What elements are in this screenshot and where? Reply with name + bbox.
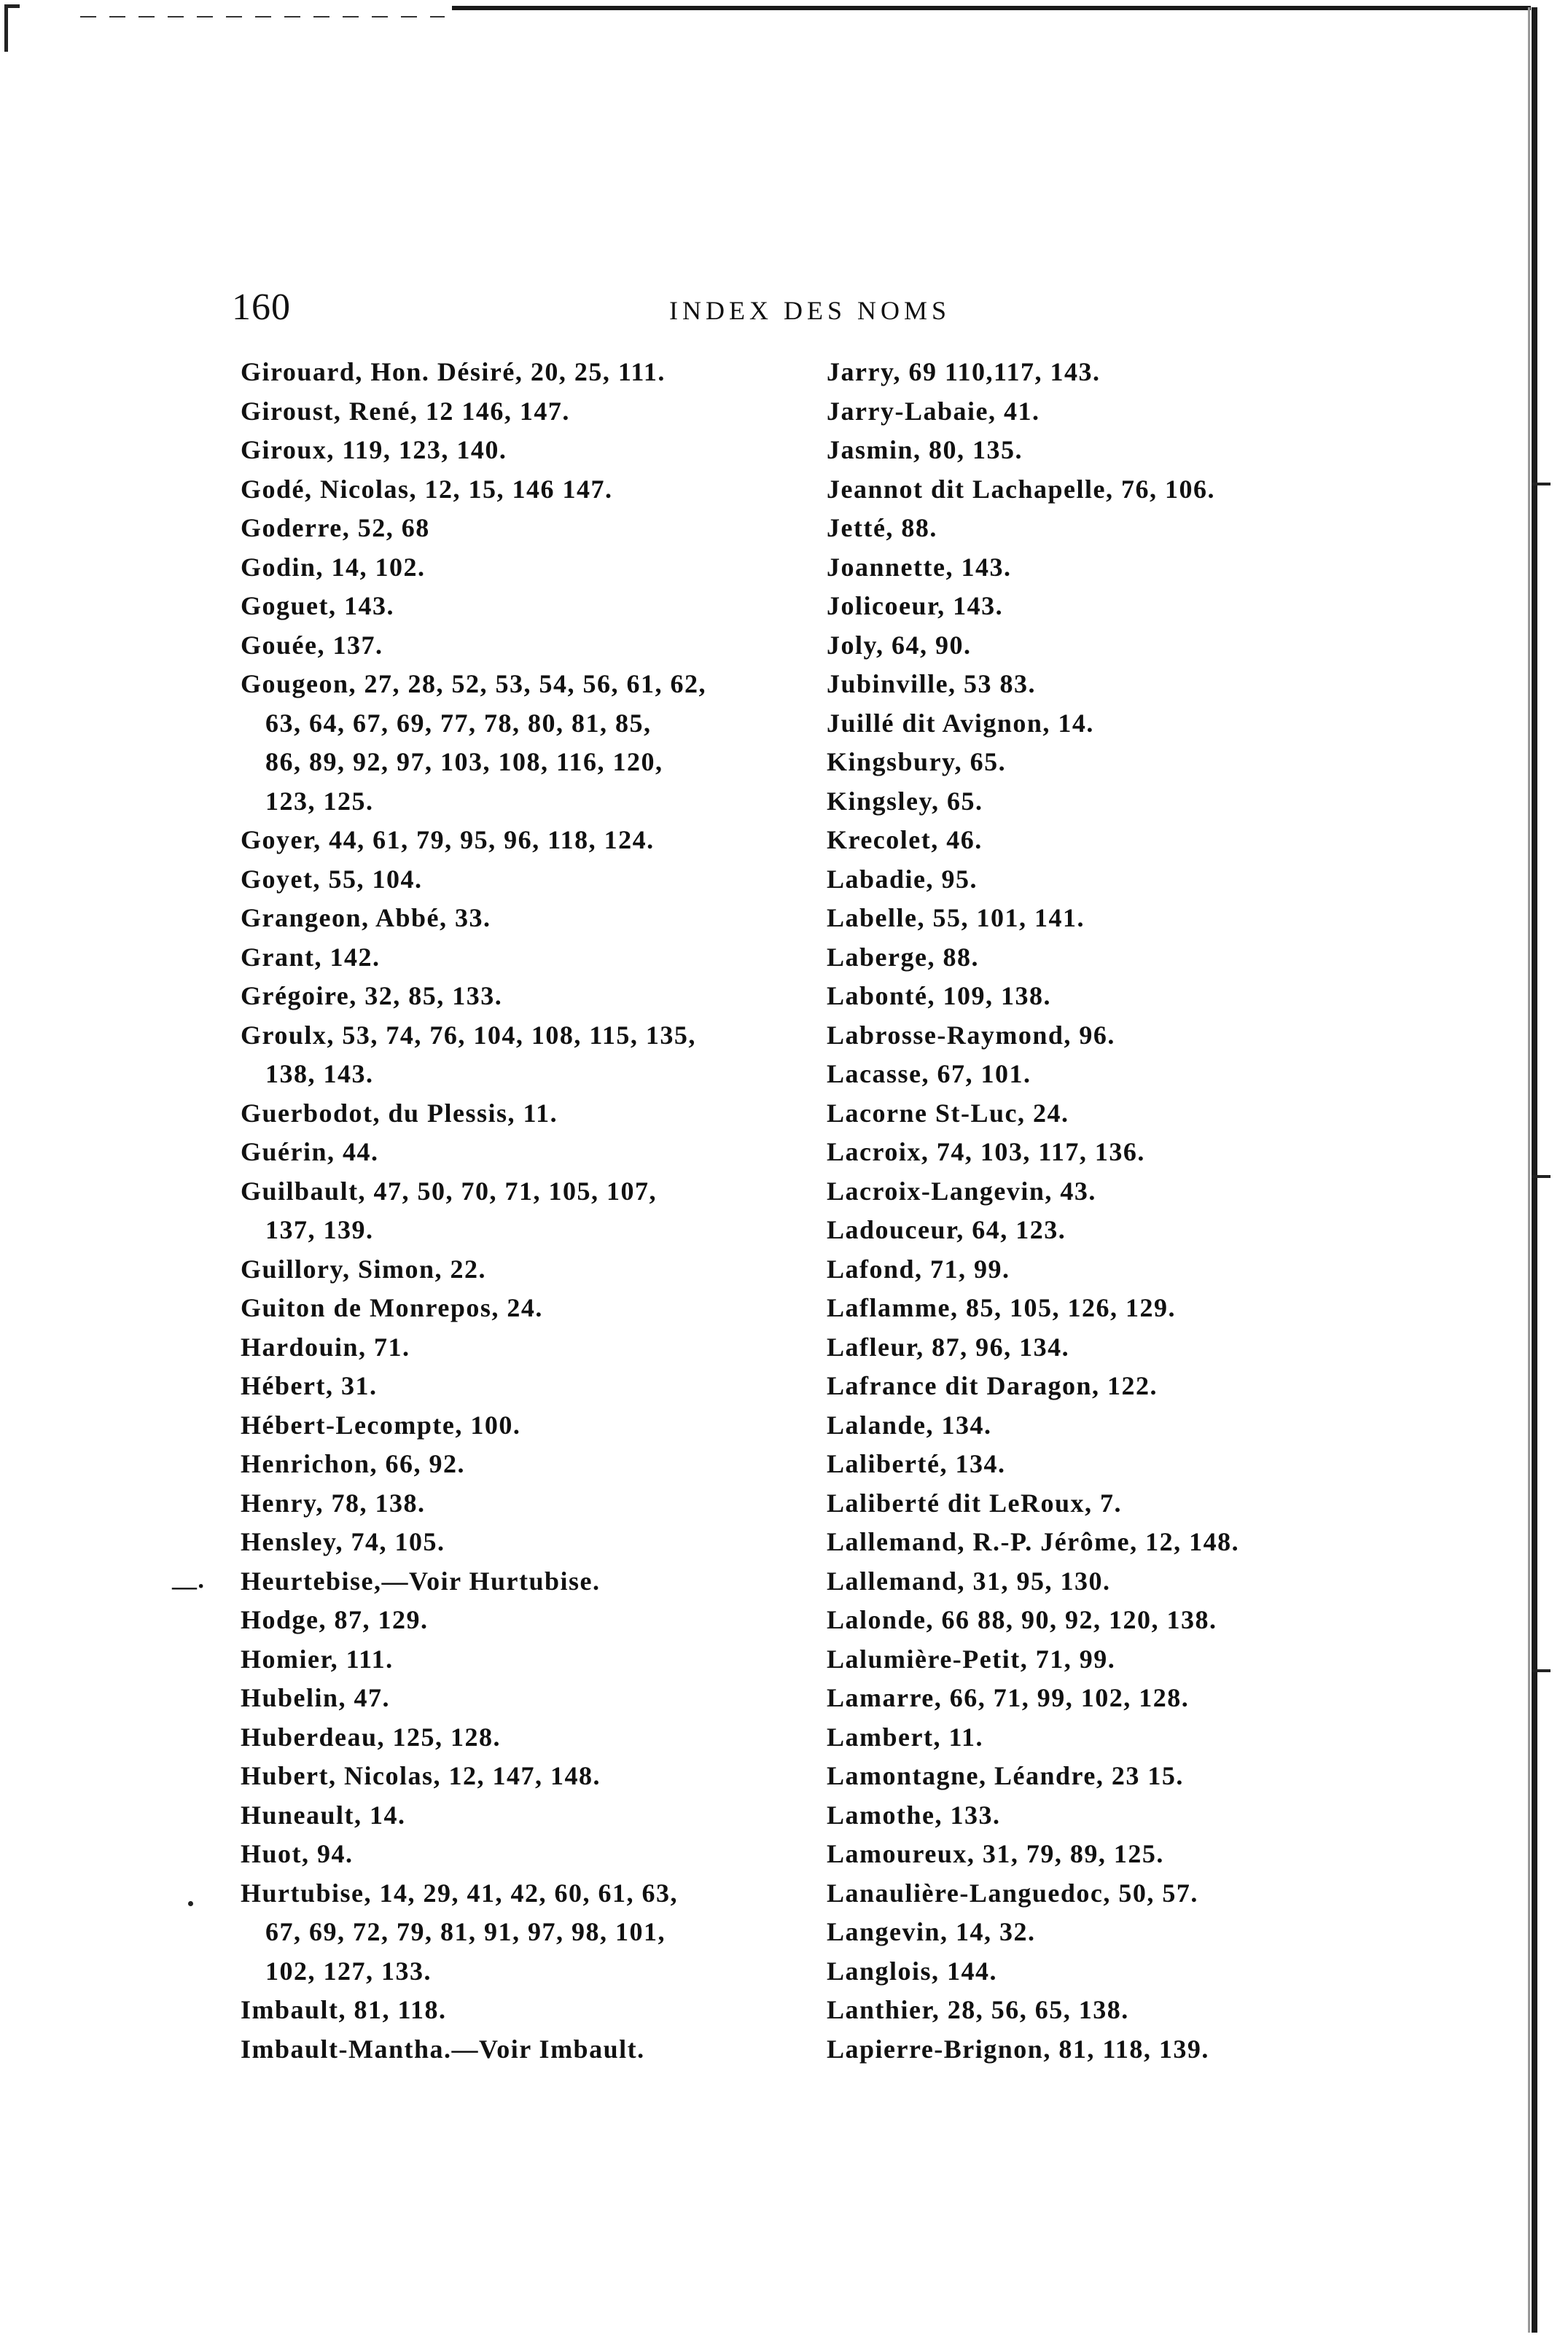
index-entry [241, 860, 816, 900]
index-entry [241, 1523, 816, 1562]
index-entry-continuation: 102, 127, 133. [265, 1956, 432, 1986]
index-entry [827, 782, 1381, 822]
index-entry-text: Joannette, 143. [827, 552, 1012, 582]
index-entry [827, 938, 1381, 978]
index-entry-text: Imbault, 81, 118. [241, 1995, 447, 2024]
index-entry-continuation: 86, 89, 92, 97, 103, 108, 116, 120, [265, 747, 663, 776]
edge-tick [1532, 483, 1551, 485]
index-entry-text: Lalumière-Petit, 71, 99. [827, 1644, 1116, 1674]
index-entry-text: Ladouceur, 64, 123. [827, 1215, 1066, 1244]
index-entry [827, 1874, 1381, 1913]
index-entry-text: Lallemand, R.-P. Jérôme, 12, 148. [827, 1527, 1240, 1556]
index-entry [241, 1679, 816, 1718]
index-entry [827, 1016, 1381, 1056]
index-entry-text: Joly, 64, 90. [827, 630, 972, 660]
index-entry [827, 1172, 1381, 1212]
index-entry-text: Jubinville, 53 83. [827, 669, 1037, 698]
index-entry [827, 1406, 1381, 1445]
index-entry-text: Lacasse, 67, 101. [827, 1059, 1031, 1088]
index-entry [241, 2030, 816, 2069]
index-entry-text: Kingsley, 65. [827, 786, 983, 816]
index-entry-text: Goguet, 143. [241, 591, 394, 620]
index-entry [827, 1562, 1381, 1601]
index-entry-text: Lacorne St-Luc, 24. [827, 1098, 1069, 1128]
index-entry-text: Labadie, 95. [827, 864, 978, 894]
index-entry [241, 548, 816, 588]
index-entry [241, 1172, 816, 1250]
index-entry [827, 1523, 1381, 1562]
index-entry-text: Huot, 94. [241, 1839, 354, 1868]
margin-dot [188, 1901, 193, 1906]
index-entry-text: Homier, 111. [241, 1644, 394, 1674]
running-head: INDEX DES NOMS [669, 296, 951, 325]
index-entry [827, 509, 1381, 548]
index-entry-text: Kingsbury, 65. [827, 747, 1007, 776]
page-edge-shadow [1528, 7, 1530, 2333]
index-entry-text: Lamontagne, Léandre, 23 15. [827, 1761, 1184, 1790]
page-binding-edge [1532, 7, 1537, 2333]
index-entry-text: Lacroix-Langevin, 43. [827, 1176, 1096, 1206]
index-entry-continuation: 67, 69, 72, 79, 81, 91, 97, 98, 101, [265, 1917, 666, 1946]
index-entry-text: Giroust, René, 12 146, 147. [241, 396, 570, 426]
index-entry [241, 470, 816, 510]
index-entry [241, 899, 816, 938]
index-column-right [827, 353, 1381, 2069]
index-column-left [241, 353, 816, 2069]
edge-tick [1532, 1669, 1551, 1672]
index-entry-text: Gouée, 137. [241, 630, 383, 660]
index-entry-text: Lafrance dit Daragon, 122. [827, 1371, 1158, 1400]
index-entry [241, 1718, 816, 1757]
index-entry [827, 392, 1381, 432]
index-entry [241, 1367, 816, 1406]
index-entry [241, 1835, 816, 1874]
index-entry [241, 977, 816, 1016]
index-entry [827, 587, 1381, 626]
index-entry [241, 587, 816, 626]
scan-top-rule [452, 6, 1531, 10]
edge-tick [1532, 1175, 1551, 1178]
index-entry [241, 1757, 816, 1796]
index-entry [827, 1640, 1381, 1679]
index-entry-text: Lallemand, 31, 95, 130. [827, 1566, 1111, 1596]
index-entry [241, 1484, 816, 1523]
index-entry [241, 1562, 816, 1601]
index-entry-text: Juillé dit Avignon, 14. [827, 708, 1094, 738]
index-entry [241, 1640, 816, 1679]
index-entry-text: Godé, Nicolas, 12, 15, 146 147. [241, 474, 613, 504]
index-entry [827, 743, 1381, 782]
index-entry-text: Krecolet, 46. [827, 825, 983, 854]
index-entry-text: Jarry, 69 110,117, 143. [827, 357, 1101, 386]
index-entry-text: Goderre, 52, 68 [241, 513, 430, 542]
index-entry [827, 1328, 1381, 1368]
index-entry-text: Goyet, 55, 104. [241, 864, 423, 894]
index-entry-text: Henry, 78, 138. [241, 1488, 426, 1518]
index-entry [241, 1016, 816, 1094]
index-entry [241, 1289, 816, 1328]
index-entry-text: Jarry-Labaie, 41. [827, 396, 1040, 426]
scan-corner-mark [4, 4, 20, 52]
index-entry-text: Grant, 142. [241, 942, 381, 972]
index-entry-text: Heurtebise,—Voir Hurtubise. [241, 1566, 601, 1596]
index-entry [827, 1250, 1381, 1290]
index-entry-text: Lanthier, 28, 56, 65, 138. [827, 1995, 1129, 2024]
index-entry-text: Guillory, Simon, 22. [241, 1254, 487, 1284]
index-entry-text: Labelle, 55, 101, 141. [827, 903, 1085, 932]
index-entry-text: Hardouin, 71. [241, 1332, 410, 1362]
index-entry-text: Girouard, Hon. Désiré, 20, 25, 111. [241, 357, 666, 386]
index-entry-text: Langevin, 14, 32. [827, 1917, 1036, 1946]
index-entry [827, 899, 1381, 938]
index-entry [241, 431, 816, 470]
index-entry-text: Lalonde, 66 88, 90, 92, 120, 138. [827, 1605, 1217, 1634]
index-entry-text: Grégoire, 32, 85, 133. [241, 981, 503, 1010]
index-entry-text: Grangeon, Abbé, 33. [241, 903, 491, 932]
index-entry-text: Lafleur, 87, 96, 134. [827, 1332, 1070, 1362]
index-entry [241, 1796, 816, 1835]
index-entry [827, 860, 1381, 900]
index-entry-text: Hensley, 74, 105. [241, 1527, 445, 1556]
index-entry-text: Jolicoeur, 143. [827, 591, 1004, 620]
index-entry [827, 1445, 1381, 1484]
index-entry-text: Groulx, 53, 74, 76, 104, 108, 115, 135, [241, 1020, 696, 1050]
index-entry-text: Lamoureux, 31, 79, 89, 125. [827, 1839, 1164, 1868]
index-entry-text: Lamarre, 66, 71, 99, 102, 128. [827, 1683, 1190, 1712]
index-entry [241, 1445, 816, 1484]
index-entry-text: Lacroix, 74, 103, 117, 136. [827, 1137, 1145, 1166]
index-entry-text: Labrosse-Raymond, 96. [827, 1020, 1115, 1050]
index-entry-text: Giroux, 119, 123, 140. [241, 435, 507, 464]
index-entry [241, 1328, 816, 1368]
index-entry-text: Lafond, 71, 99. [827, 1254, 1010, 1284]
index-entry-text: Hébert-Lecompte, 100. [241, 1410, 521, 1440]
index-entry [827, 1991, 1381, 2030]
index-entry [241, 626, 816, 666]
index-entry [827, 821, 1381, 860]
index-entry [827, 1757, 1381, 1796]
index-entry-text: Langlois, 144. [827, 1956, 998, 1986]
index-entry-text: Guiton de Monrepos, 24. [241, 1293, 543, 1322]
index-entry-text: Laliberté dit LeRoux, 7. [827, 1488, 1122, 1518]
index-entry-text: Huneault, 14. [241, 1800, 406, 1830]
index-entry [241, 392, 816, 432]
index-entry [241, 1250, 816, 1290]
index-entry-text: Labonté, 109, 138. [827, 981, 1052, 1010]
index-entry-text: Hodge, 87, 129. [241, 1605, 429, 1634]
index-entry-text: Guerbodot, du Plessis, 11. [241, 1098, 558, 1128]
index-entry-text: Jetté, 88. [827, 513, 937, 542]
index-entry [827, 1289, 1381, 1328]
index-entry [827, 704, 1381, 744]
index-entry-text: Godin, 14, 102. [241, 552, 426, 582]
index-entry [827, 1601, 1381, 1640]
index-entry-text: Hubert, Nicolas, 12, 147, 148. [241, 1761, 601, 1790]
index-entry-text: Henrichon, 66, 92. [241, 1449, 466, 1478]
scan-top-dashes [80, 16, 445, 17]
index-entry-text: Laliberté, 134. [827, 1449, 1006, 1478]
index-entry [241, 1094, 816, 1134]
index-entry [827, 626, 1381, 666]
index-entry [241, 509, 816, 548]
index-entry-text: Lapierre-Brignon, 81, 118, 139. [827, 2034, 1209, 2064]
index-entry [241, 1406, 816, 1445]
index-entry [827, 1133, 1381, 1172]
index-entry [827, 1679, 1381, 1718]
index-entry [827, 1835, 1381, 1874]
page-number: 160 [232, 286, 291, 328]
index-entry [241, 1874, 816, 1991]
index-entry [241, 938, 816, 978]
index-entry-text: Jasmin, 80, 135. [827, 435, 1023, 464]
index-entry-text: Lalande, 134. [827, 1410, 992, 1440]
index-entry [241, 1601, 816, 1640]
index-entry-text: Hébert, 31. [241, 1371, 378, 1400]
index-entry-text: Imbault-Mantha.—Voir Imbault. [241, 2034, 645, 2064]
index-entry [241, 1991, 816, 2030]
index-entry [827, 1718, 1381, 1757]
index-entry-text: Guérin, 44. [241, 1137, 379, 1166]
index-entry [827, 353, 1381, 392]
index-entry [241, 1133, 816, 1172]
index-entry [827, 470, 1381, 510]
index-entry-text: Lanaulière-Languedoc, 50, 57. [827, 1878, 1198, 1908]
index-entry-text: Guilbault, 47, 50, 70, 71, 105, 107, [241, 1176, 658, 1206]
index-entry [827, 1055, 1381, 1094]
index-entry [827, 1484, 1381, 1523]
index-entry-text: Lamothe, 133. [827, 1800, 1001, 1830]
index-entry [241, 665, 816, 821]
index-entry [827, 1094, 1381, 1134]
index-entry [827, 1367, 1381, 1406]
index-entry-text: Goyer, 44, 61, 79, 95, 96, 118, 124. [241, 825, 655, 854]
index-entry [827, 431, 1381, 470]
index-entry [241, 353, 816, 392]
index-entry-continuation: 137, 139. [265, 1215, 374, 1244]
index-entry-text: Huberdeau, 125, 128. [241, 1722, 502, 1752]
index-entry-text: Lambert, 11. [827, 1722, 983, 1752]
index-entry-text: Laflamme, 85, 105, 126, 129. [827, 1293, 1176, 1322]
index-entry [827, 2030, 1381, 2069]
index-entry [827, 1913, 1381, 1952]
index-entry [827, 977, 1381, 1016]
index-entry [827, 1796, 1381, 1835]
index-entry [827, 1952, 1381, 1991]
index-entry-continuation: 123, 125. [265, 786, 374, 816]
index-entry-text: Hubelin, 47. [241, 1683, 391, 1712]
index-entry-text: Laberge, 88. [827, 942, 979, 972]
index-entry [827, 548, 1381, 588]
index-entry [827, 665, 1381, 704]
index-entry-continuation: 63, 64, 67, 69, 77, 78, 80, 81, 85, [265, 708, 652, 738]
index-entry-text: Hurtubise, 14, 29, 41, 42, 60, 61, 63, [241, 1878, 679, 1908]
index-entry-text: Jeannot dit Lachapelle, 76, 106. [827, 474, 1216, 504]
index-entry [241, 821, 816, 860]
index-entry-text: Gougeon, 27, 28, 52, 53, 54, 56, 61, 62, [241, 669, 707, 698]
index-entry-continuation: 138, 143. [265, 1059, 374, 1088]
margin-pencil-mark: —· [172, 1573, 206, 1600]
index-entry [827, 1211, 1381, 1250]
